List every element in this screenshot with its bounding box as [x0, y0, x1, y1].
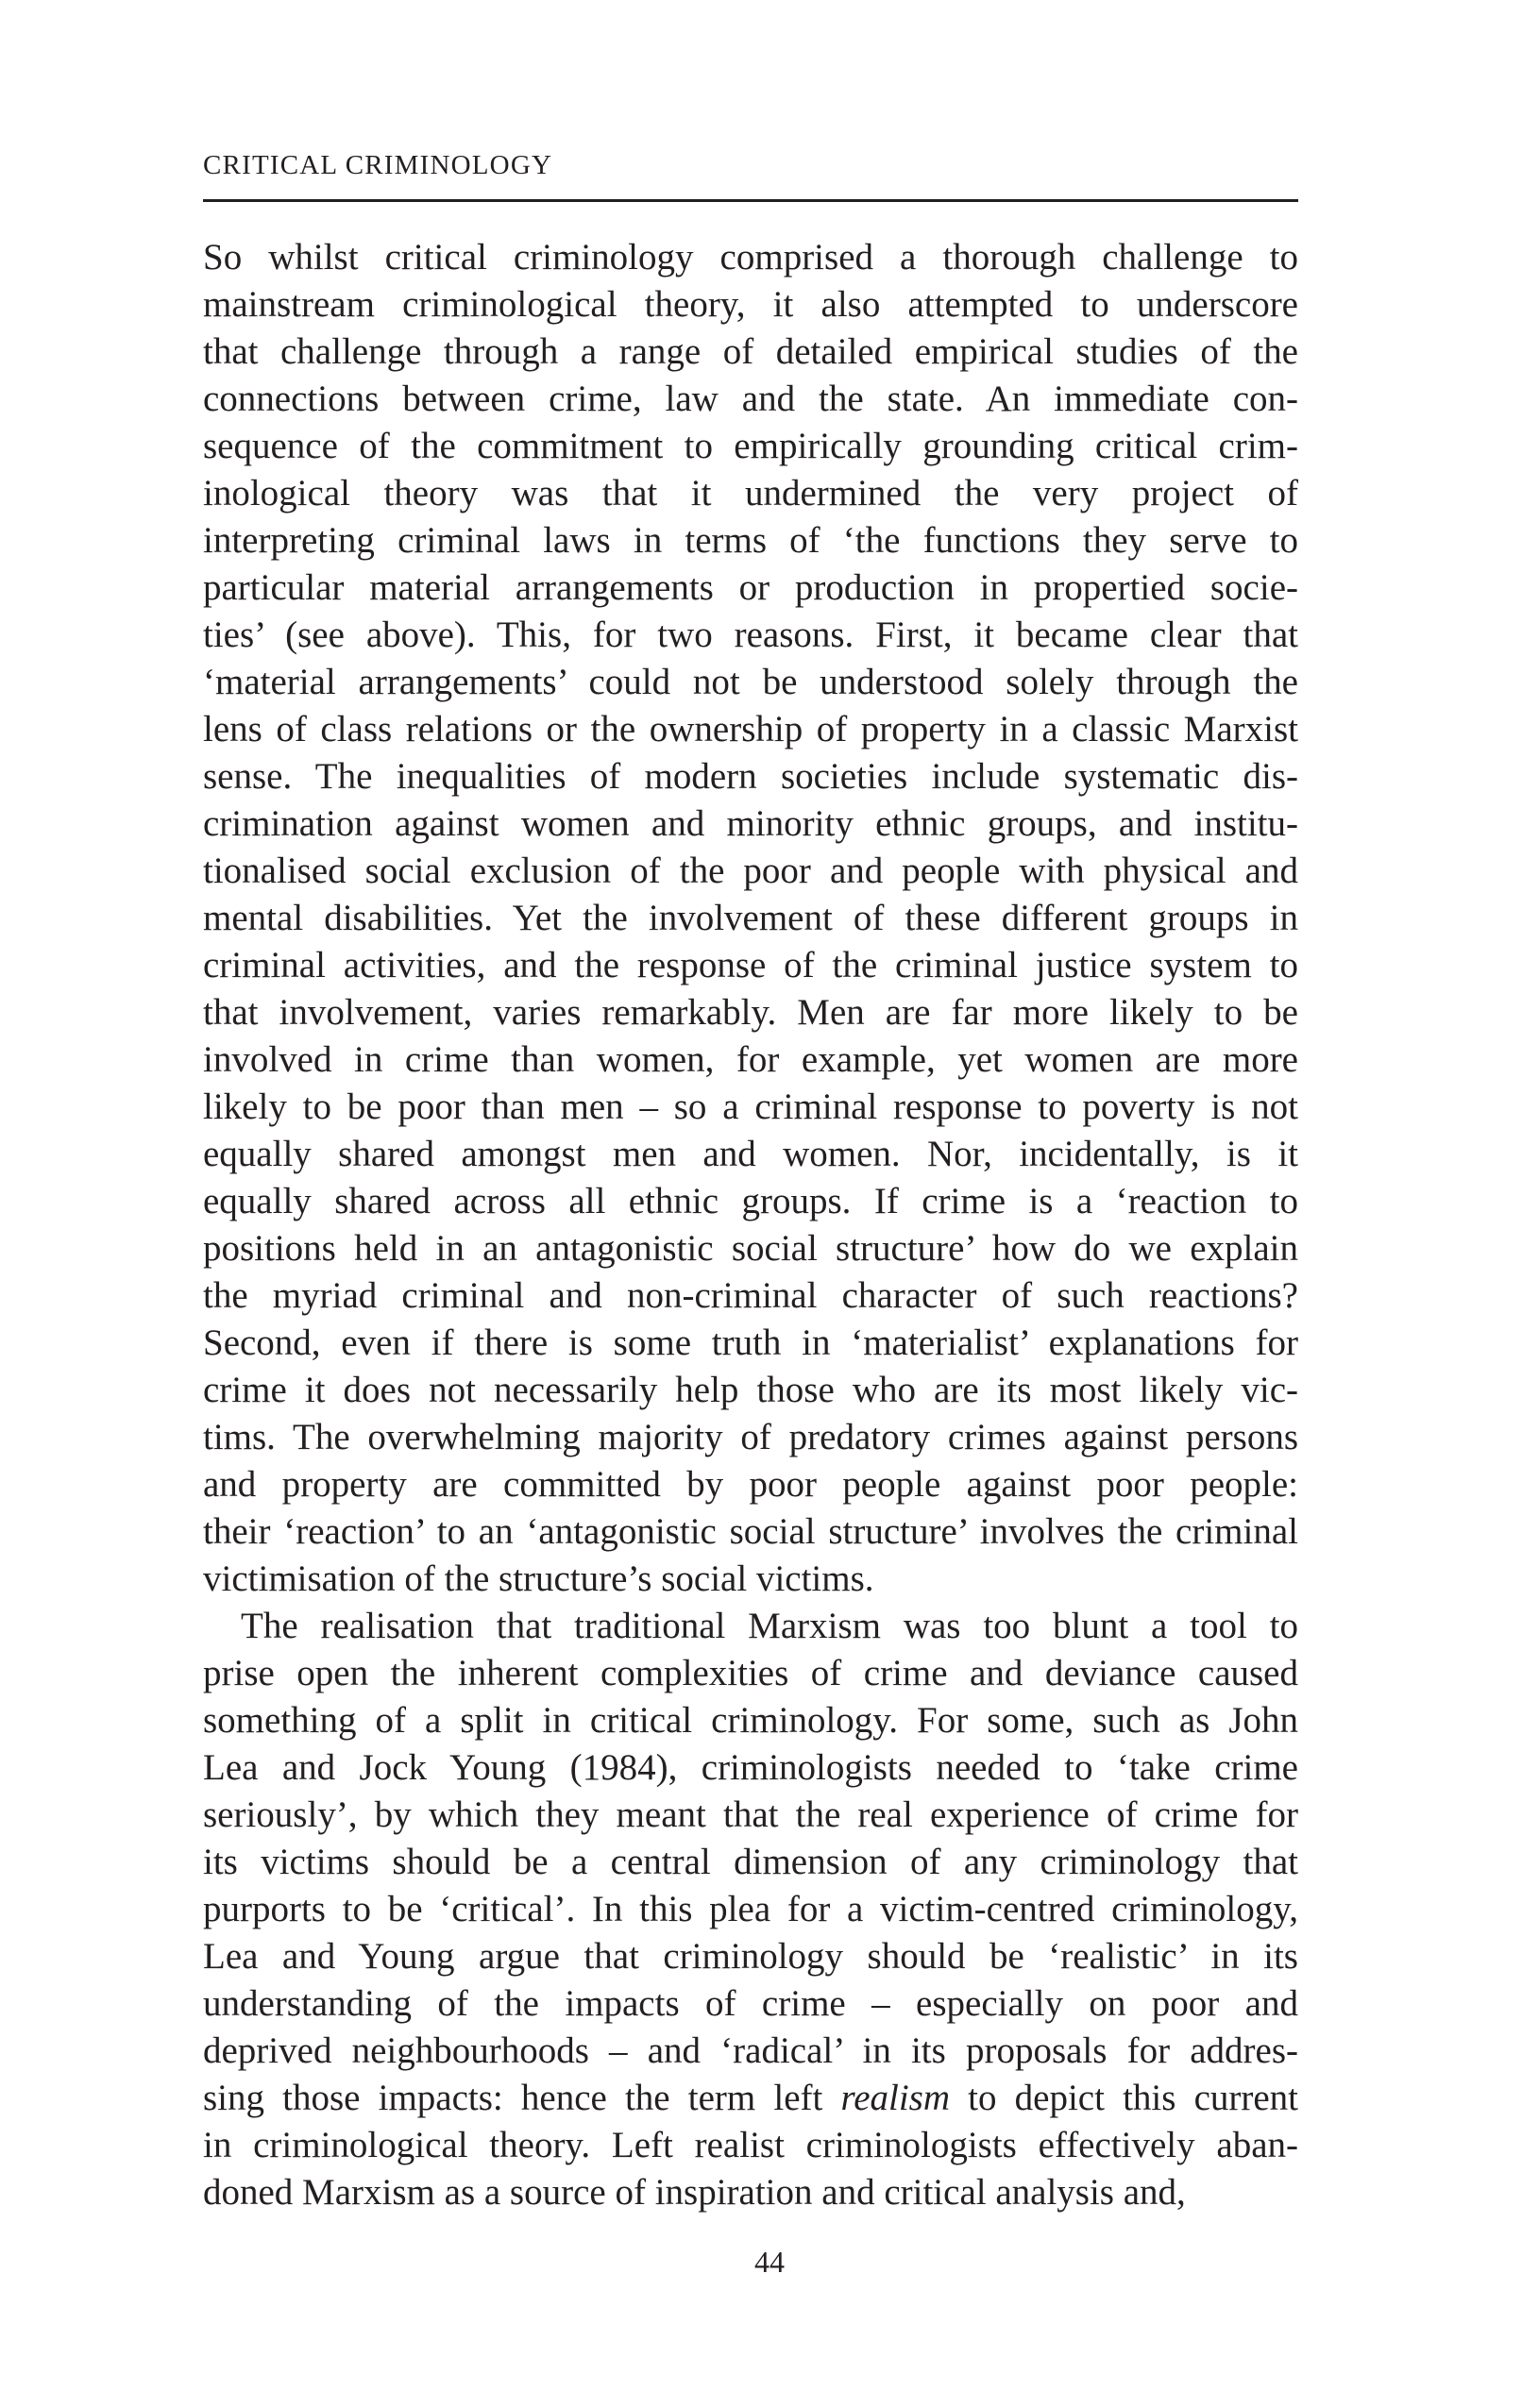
text-line: crimination against women and minority ethnic groups, and institu- [203, 803, 1298, 844]
text-line: interpreting criminal laws in terms of ‘the functions they serve to [203, 520, 1298, 561]
text-line: particular material arrangements or production in propertied socie- [203, 567, 1298, 608]
text-line: equally shared across all ethnic groups. If crime is a ‘reaction to [203, 1181, 1298, 1221]
text-line: purports to be ‘critical’. In this plea for a victim-centred criminology, [203, 1889, 1298, 1929]
text-line: lens of class relations or the ownership of property in a classic Marxist [203, 709, 1298, 749]
text-line: crime it does not necessarily help those who are its most likely vic- [203, 1370, 1298, 1410]
text-line: its victims should be a central dimension of any criminology that [203, 1842, 1298, 1882]
text-line: Second, even if there is some truth in ‘materialist’ explanations for [203, 1322, 1298, 1363]
text-line: in criminological theory. Left realist criminologists effectively aban- [203, 2125, 1298, 2165]
text-line: doned Marxism as a source of inspiration and critical analysis and, [203, 2172, 1186, 2213]
text-line: mainstream criminological theory, it also attempted to underscore [203, 284, 1298, 325]
text-line: likely to be poor than men – so a criminal response to poverty is not [203, 1086, 1298, 1127]
text-line: equally shared amongst men and women. Nor, incidentally, is it [203, 1134, 1298, 1174]
body-text [203, 234, 1298, 2216]
text-line: tims. The overwhelming majority of predatory crimes against persons [203, 1417, 1298, 1457]
text-line: and property are committed by poor people against poor people: [203, 1464, 1298, 1505]
text-line: understanding of the impacts of crime – especially on poor and [203, 1983, 1298, 2024]
page-number: 44 [754, 2245, 785, 2279]
text-line: victimisation of the structure’s social victims. [203, 1558, 874, 1599]
text-line: ‘material arrangements’ could not be understood solely through the [203, 662, 1298, 702]
header-rule [203, 199, 1298, 202]
text-line: tionalised social exclusion of the poor and people with physical and [203, 850, 1298, 891]
text-line: prise open the inherent complexities of crime and deviance caused [203, 1653, 1298, 1693]
text-line: So whilst critical criminology comprised a thorough challenge to [203, 237, 1298, 278]
text-line: Lea and Young argue that criminology should be ‘realistic’ in its [203, 1936, 1298, 1977]
text-run: sing those impacts: hence the term left [203, 2078, 841, 2118]
text-line: something of a split in critical criminology. For some, such as John [203, 1700, 1298, 1741]
text-line: that challenge through a range of detailed empirical studies of the [203, 331, 1298, 372]
text-line: inological theory was that it undermined the very project of [203, 473, 1298, 514]
text-line [203, 2075, 1298, 2122]
running-head-title: CRITICAL CRIMINOLOGY [203, 150, 553, 180]
text-line: positions held in an antagonistic social structure’ how do we explain [203, 1228, 1298, 1269]
text-line: ties’ (see above). This, for two reasons. First, it became clear that [203, 615, 1298, 655]
text-line: seriously’, by which they meant that the real experience of crime for [203, 1794, 1298, 1835]
text-line: deprived neighbourhoods – and ‘radical’ in its proposals for addres- [203, 2030, 1298, 2071]
text-line: involved in crime than women, for example, yet women are more [203, 1039, 1298, 1080]
text-line: The realisation that traditional Marxism was too blunt a tool to [241, 1606, 1298, 1646]
text-line: Lea and Jock Young (1984), criminologists needed to ‘take crime [203, 1747, 1298, 1788]
text-line: sequence of the commitment to empirically grounding critical crim- [203, 426, 1298, 466]
text-line: the myriad criminal and non-criminal character of such reactions? [203, 1275, 1298, 1316]
text-line: mental disabilities. Yet the involvement of these different groups in [203, 898, 1298, 938]
text-line: connections between crime, law and the state. An immediate con- [203, 379, 1298, 419]
text-line: criminal activities, and the response of the criminal justice system to [203, 945, 1298, 985]
text-line: sense. The inequalities of modern societies include systematic dis- [203, 756, 1298, 797]
text-line: that involvement, varies remarkably. Men are far more likely to be [203, 992, 1298, 1033]
emphasis-term: realism [840, 2078, 951, 2118]
text-line: their ‘reaction’ to an ‘antagonistic social structure’ involves the criminal [203, 1511, 1298, 1552]
text-run: to depict this current [950, 2078, 1298, 2118]
